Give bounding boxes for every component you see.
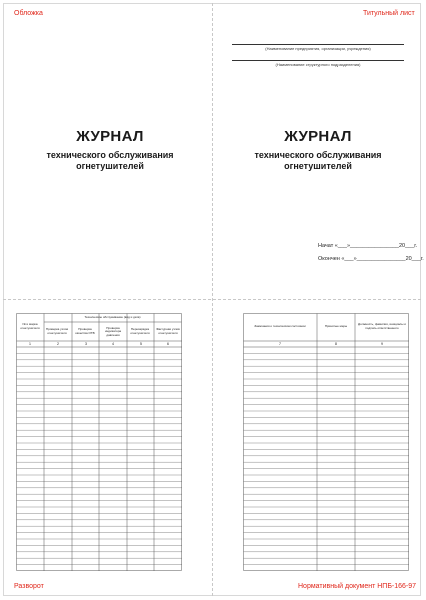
col-7-number: 7 <box>279 342 281 346</box>
horizontal-cut-line <box>3 299 421 300</box>
col-2-header: Проверка узлов огнетушителя <box>45 327 69 335</box>
cover-subtitle-line2: огнетушителей <box>76 161 144 171</box>
left-log-table <box>16 313 182 571</box>
ended-date: Окончен «___»________________20___г. <box>318 256 424 262</box>
dept-caption: (Наименование структурного подразделения) <box>275 62 361 67</box>
col-1-header: № и марка огнетушителя <box>20 322 40 330</box>
right-table-grid <box>243 313 409 571</box>
col-4-number: 4 <box>112 342 114 346</box>
cover-title: ЖУРНАЛ <box>76 128 144 145</box>
left-group-header: Техническое обслуживание (вид и дата) <box>84 315 141 320</box>
col-6-header: Фактурная узлов огнетушителя <box>156 327 180 335</box>
col-1-number: 1 <box>29 342 31 346</box>
col-4-header: Проверка индикатора давления <box>104 325 122 337</box>
col-9-header: Должность, фамилия, инициалы и подпись ответственного <box>358 322 406 330</box>
cover-subtitle-line1: технического обслуживания <box>46 150 174 160</box>
col-5-header: Перезарядка огнетушителя <box>130 327 150 335</box>
dept-line <box>232 60 404 61</box>
right-log-table <box>243 313 409 571</box>
col-5-number: 5 <box>140 342 142 346</box>
title-page-subtitle-line1: технического обслуживания <box>254 150 382 160</box>
col-9-number: 9 <box>381 342 383 346</box>
left-table-grid <box>16 313 182 571</box>
org-line <box>232 44 404 45</box>
label-title-page: Титульный лист <box>363 10 415 17</box>
title-page-title: ЖУРНАЛ <box>284 128 352 145</box>
col-3-header: Проверка качества ОТВ <box>75 327 95 335</box>
col-7-header: Замечания о техническом состоянии <box>254 324 306 329</box>
col-8-number: 8 <box>335 342 337 346</box>
org-caption: (Наименование предприятия, организации, учреждения) <box>265 46 371 51</box>
label-spread: Разворот <box>14 583 44 590</box>
col-8-header: Принятые меры <box>324 324 348 329</box>
started-date: Начат «___»________________20___г. <box>318 243 418 249</box>
col-3-number: 3 <box>85 342 87 346</box>
title-page-subtitle-line2: огнетушителей <box>284 161 352 171</box>
label-cover: Обложка <box>14 10 43 17</box>
col-2-number: 2 <box>57 342 59 346</box>
col-6-number: 6 <box>167 342 169 346</box>
label-normative: Нормативный документ НПБ-166-97 <box>298 583 417 590</box>
